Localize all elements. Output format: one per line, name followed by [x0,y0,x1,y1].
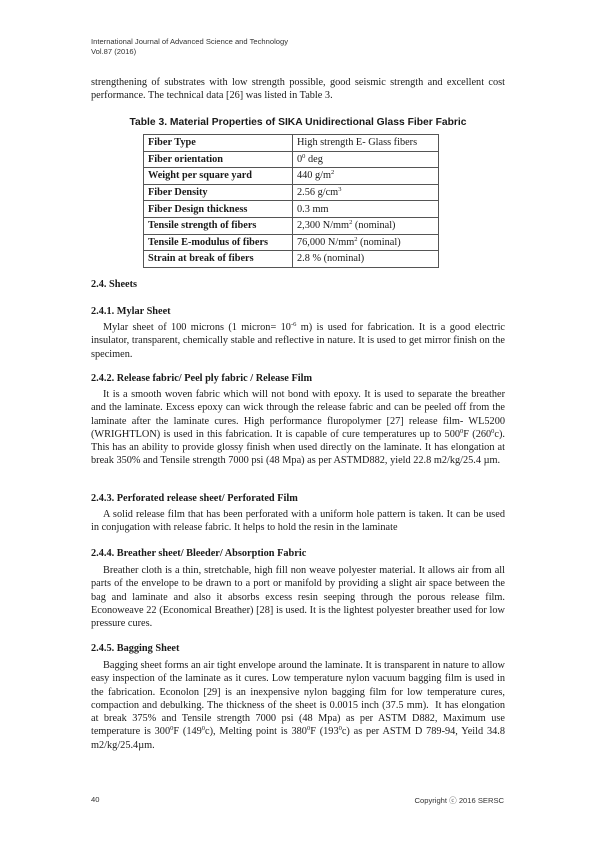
bagging-text: Bagging sheet forms an air tight envelope around the laminate. It is transparent in nature to allow easy inspection of the laminate as it cures. Low temperature nylon vacuum bagging film is used in the fabrication. Econolon [29] is an inexpensive nylon bagging film for low temperature cures, compaction and debulking. The thickness of the sheet is 0.0015 inch (37.5 mm). It has elongation at break 375% and Tensile strength 7000 psi (48 Mpa) as per ASTM D882, Maximum use temperature is $300^0F$ $(149^0c)$, Melting point is $380^0F$ $(193^0c)$ as per ASTM D 789-94, Yeild 34.8 m2/kg/25.4µm. [91,660,505,751]
property-name-cell: Fiber orientation [144,151,293,168]
section-bagging-body [91,659,505,752]
intro-paragraph [91,76,505,103]
property-name-cell: Strain at break of fibers [144,251,293,268]
property-value-cell: 2.56 $g/cm^3$ [293,184,439,201]
property-name-cell: Tensile E-modulus of fibers [144,234,293,251]
section-heading-perforated: 2.4.3. Perforated release sheet/ Perforated Film [91,493,298,504]
property-name-cell: Fiber Density [144,184,293,201]
section-heading-sheets: 2.4. Sheets [91,279,138,290]
table-row [144,234,439,251]
volume-label: Vol.87 (2016) [91,47,137,56]
table-row [144,184,439,201]
property-value-cell: 0.3 mm [293,201,439,218]
section-heading-mylar: 2.4.1. Mylar Sheet [91,306,171,317]
table-row [144,135,439,152]
table-row [144,201,439,218]
property-name-cell: Fiber Design thickness [144,201,293,218]
section-heading-breather: 2.4.4. Breather sheet/ Bleeder/ Absorption Fabric [91,548,307,559]
table-caption: Table 3. Material Properties of SIKA Unidirectional Glass Fiber Fabric [129,117,467,128]
property-name-cell: Fiber Type [144,135,293,152]
property-value-cell: 76,000 $N/mm^2$ (nominal) [293,234,439,251]
copyright-notice: Copyright ⓒ 2016 SERSC [414,796,504,805]
perforated-text: A solid release film that has been perforated with a uniform hole pattern is taken. It can be used in conjugation with release fabric. It helps to hold the resin in the laminate [91,509,505,534]
page-number: 40 [91,795,100,804]
section-breather-body [91,564,505,630]
section-heading-bagging: 2.4.5. Bagging Sheet [91,643,180,654]
intro-text: strengthening of substrates with low strength possible, good seismic strength and excellent cost performance. The technical data [26] was listed in Table 3. [91,77,505,102]
property-name-cell: Weight per square yard [144,168,293,185]
property-name-cell: Tensile strength of fibers [144,217,293,234]
table-row [144,151,439,168]
property-value-cell: $0^0$ deg [293,151,439,168]
property-value-cell: High strength E- Glass fibers [293,135,439,152]
section-heading-release-fabric: 2.4.2. Release fabric/ Peel ply fabric / Release Film [91,373,313,384]
section-release-body [91,388,505,468]
table-row [144,168,439,185]
table-row [144,251,439,268]
property-value-cell: 2.8 % (nominal) [293,251,439,268]
section-perforated-body [91,508,505,535]
table-row [144,217,439,234]
release-text: It is a smooth woven fabric which will not bond with epoxy. It is used to separate the breather and the laminate. Excess epoxy can wick through the release fabric and can be peeled off from the laminate after the laminate cures. High performance fluropolymer [27] release film- WL5200 (WRIGHTLON) is used in this fabrication. It is capable of cure temperatures up to $500^0F$ $(260^0c)$. This has an ability to provide glossy finish when used directly on the laminate. It has elongation at break 350% and Tensile strength 7000 psi (48 Mpa) as per ASTMD882, yield 22.8 m2/kg/25.4 µm. [91,389,505,467]
property-value-cell: 2,300 $N/mm^2$ (nominal) [293,217,439,234]
material-properties-table [143,134,439,268]
mylar-text: Mylar sheet of 100 microns (1 micron= $10^{-6}$ m) is used for fabrication. It is a good electric insulator, transparent, chemically stable and reflective in nature. It is used to get mirror finish on the specimen. [91,321,505,360]
property-value-cell: 440 $g/m^2$ [293,168,439,185]
table-caption-wrap [91,116,505,129]
breather-text: Breather cloth is a thin, stretchable, high fill non weave polyester material. It allows air from all parts of the envelope to be drawn to a port or manifold by providing a slight air space between the bag and laminate and also it absorbs excess resin seeping through the porous release film. Econoweave 22 (Economical Breather) [28] is used. It is the lightest polyester breather used for low pressure cures. [91,565,505,630]
section-mylar-body [91,321,505,361]
journal-title: International Journal of Advanced Science and Technology [91,37,289,46]
